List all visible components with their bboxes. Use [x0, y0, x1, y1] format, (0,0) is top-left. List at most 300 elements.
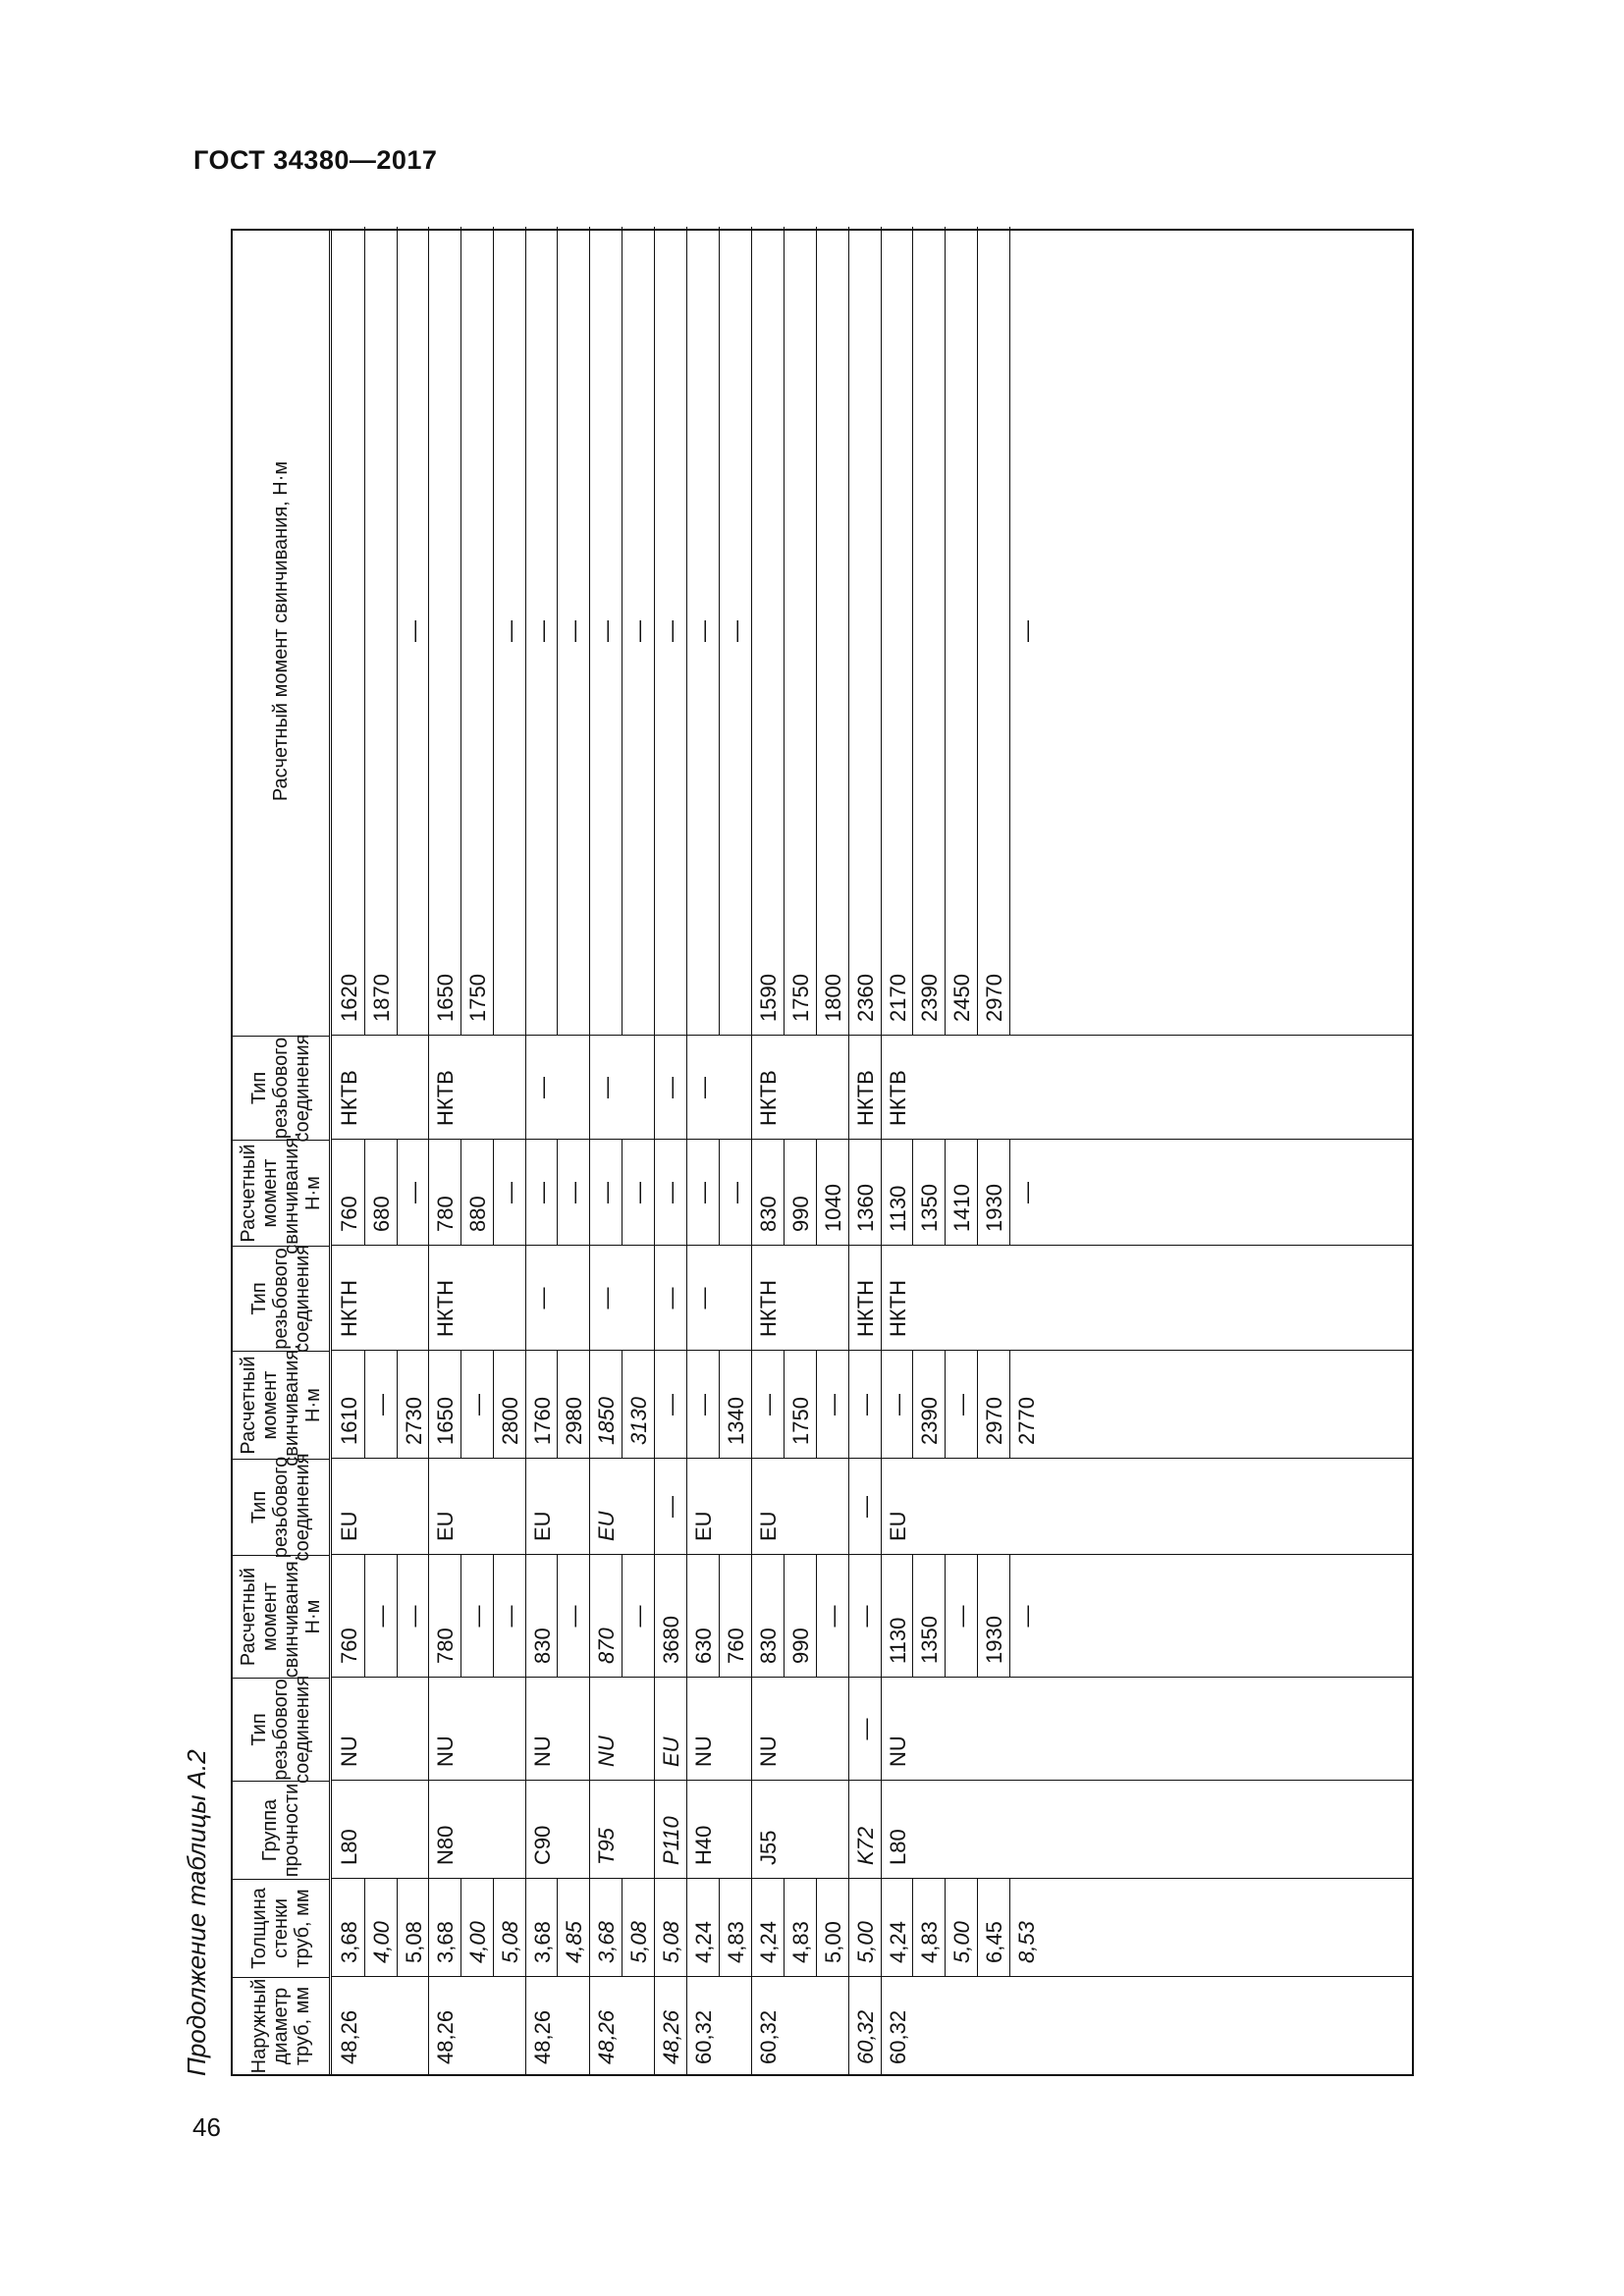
table-cell-thread-type-4: — [530, 1077, 555, 1098]
row-separator [881, 1879, 882, 1977]
rotated-table-page [182, 229, 1414, 2076]
row-separator [525, 1036, 526, 1140]
table-cell-thread-type-1: NU [886, 1735, 910, 1767]
row-separator [977, 1140, 978, 1246]
table-caption: Продолжение таблицы А.2 [182, 1749, 211, 2076]
table-cell-thread-type-1: NU [594, 1735, 619, 1767]
table-cell-makeup-torque-2: 2390 [917, 1397, 942, 1445]
row-separator [1009, 1555, 1010, 1678]
table-cell-makeup-torque-2: — [949, 1394, 974, 1415]
table-cell-makeup-torque-4: — [498, 620, 522, 642]
table-cell-outer-diameter: 60,32 [886, 2009, 910, 2064]
table-cell-makeup-torque-2: — [821, 1394, 845, 1415]
table-cell-thread-type-2: EU [756, 1511, 781, 1541]
table-cell-wall-thickness: 8,53 [1014, 1921, 1039, 1963]
table-cell-makeup-torque-2: 2970 [982, 1397, 1006, 1445]
table-cell-makeup-torque-4: 1800 [821, 974, 845, 1022]
row-separator [460, 1140, 461, 1246]
table-cell-wall-thickness: 3,68 [594, 1921, 619, 1963]
table-cell-wall-thickness: 4,00 [465, 1921, 490, 1963]
table-cell-thread-type-1: EU [659, 1736, 683, 1767]
row-separator [589, 1459, 590, 1555]
table-cell-wall-thickness: 3,68 [433, 1921, 458, 1963]
row-separator [751, 1977, 752, 2074]
table-cell-strength-group: N80 [433, 1825, 458, 1865]
table-cell-makeup-torque-2: — [886, 1394, 910, 1415]
row-separator [654, 1140, 655, 1246]
row-separator [912, 1879, 913, 1977]
row-separator [1009, 1140, 1010, 1246]
table-cell-makeup-torque-3: — [498, 1182, 522, 1203]
table-cell-thread-type-3: — [691, 1287, 716, 1309]
row-separator [686, 1555, 687, 1678]
table-cell-makeup-torque-2: — [369, 1394, 394, 1415]
row-separator [364, 1555, 365, 1678]
table-cell-makeup-torque-1: 780 [433, 1628, 458, 1664]
row-separator [428, 1246, 429, 1351]
table-cell-thread-type-2: EU [530, 1511, 555, 1541]
table-cell-makeup-torque-4: 1590 [756, 974, 781, 1022]
page-number: 46 [192, 2112, 221, 2142]
table-cell-wall-thickness: 5,08 [626, 1921, 651, 1963]
row-separator [977, 1351, 978, 1459]
table-cell-makeup-torque-4: 1650 [433, 974, 458, 1022]
table-cell-strength-group: T95 [594, 1828, 619, 1865]
table-cell-makeup-torque-1: 830 [530, 1628, 555, 1664]
row-separator [557, 1555, 558, 1678]
table-cell-wall-thickness: 4,24 [756, 1921, 781, 1963]
column-separator [332, 1976, 1412, 1977]
row-separator [686, 1678, 687, 1781]
row-separator [816, 1879, 817, 1977]
row-separator [460, 1879, 461, 1977]
row-separator [751, 1036, 752, 1140]
table-cell-makeup-torque-3: — [659, 1182, 683, 1203]
row-separator [881, 1977, 882, 2074]
table-header-row [233, 231, 332, 2074]
row-separator [589, 1140, 590, 1246]
row-separator [881, 1459, 882, 1555]
table-cell-thread-type-1: NU [756, 1735, 781, 1767]
row-separator [589, 1246, 590, 1351]
row-separator [622, 1140, 623, 1246]
header-col-wall-thickness: Толщина стенки труб, мм [233, 1879, 329, 1977]
row-separator [977, 227, 978, 1036]
row-separator [557, 1140, 558, 1246]
table-cell-makeup-torque-1: — [498, 1605, 522, 1628]
row-separator [397, 1351, 398, 1459]
table-cell-makeup-torque-4: — [402, 620, 426, 642]
row-separator [848, 1351, 849, 1459]
table-cell-outer-diameter: 48,26 [530, 2009, 555, 2064]
header-col-makeup-torque-1: Расчетный момент свинчивания, Н·м [233, 1555, 329, 1678]
table-cell-makeup-torque-3: 1130 [886, 1185, 910, 1232]
row-separator [654, 227, 655, 1036]
row-separator [525, 227, 526, 1036]
row-separator [784, 1879, 785, 1977]
table-cell-makeup-torque-2: — [691, 1394, 716, 1415]
table-cell-makeup-torque-4: 1870 [369, 974, 394, 1022]
table-cell-outer-diameter: 48,26 [433, 2009, 458, 2064]
table-cell-wall-thickness: 4,24 [886, 1921, 910, 1963]
data-table [231, 229, 1414, 2076]
row-separator [1009, 1351, 1010, 1459]
header-col-thread-type-1: Тип резьбового соединения [233, 1678, 329, 1781]
column-separator [332, 1245, 1412, 1246]
row-separator [654, 1246, 655, 1351]
row-separator [654, 1351, 655, 1459]
row-separator [751, 1459, 752, 1555]
table-cell-makeup-torque-2: 2980 [562, 1397, 586, 1445]
row-separator [719, 227, 720, 1036]
row-separator [428, 1140, 429, 1246]
row-separator [977, 1555, 978, 1678]
table-cell-wall-thickness: 4,83 [724, 1921, 748, 1963]
row-separator [589, 227, 590, 1036]
table-cell-makeup-torque-1: 760 [337, 1628, 361, 1664]
row-separator [945, 1555, 946, 1678]
row-separator [654, 1678, 655, 1781]
table-cell-thread-type-1: NU [433, 1735, 458, 1767]
table-cell-thread-type-2: EU [886, 1511, 910, 1541]
header-col-thread-type-4: Тип резьбового соединения [233, 1036, 329, 1140]
row-separator [686, 1351, 687, 1459]
table-cell-makeup-torque-4: — [724, 620, 748, 642]
row-separator [622, 1555, 623, 1678]
table-cell-makeup-torque-2: 1340 [724, 1397, 748, 1445]
row-separator [848, 1140, 849, 1246]
row-separator [493, 1351, 494, 1459]
row-separator [719, 1140, 720, 1246]
table-cell-wall-thickness: 4,00 [369, 1921, 394, 1963]
row-separator [428, 1781, 429, 1879]
table-cell-thread-type-3: НКТН [433, 1279, 458, 1337]
header-col-makeup-torque-2: Расчетный момент свинчивания, Н·м [233, 1351, 329, 1459]
table-cell-makeup-torque-1: — [1014, 1605, 1039, 1628]
table-cell-wall-thickness: 5,08 [498, 1921, 522, 1963]
row-separator [397, 1879, 398, 1977]
table-cell-makeup-torque-3: 1350 [917, 1184, 942, 1232]
row-separator [493, 1555, 494, 1678]
row-separator [848, 1246, 849, 1351]
table-cell-thread-type-4: НКТВ [433, 1070, 458, 1126]
row-separator [654, 1555, 655, 1678]
row-separator [557, 1351, 558, 1459]
row-separator [428, 1555, 429, 1678]
row-separator [751, 1140, 752, 1246]
table-cell-outer-diameter: 60,32 [756, 2009, 781, 2064]
row-separator [654, 1036, 655, 1140]
row-separator [364, 1351, 365, 1459]
row-separator [493, 227, 494, 1036]
row-separator [977, 1879, 978, 1977]
table-cell-makeup-torque-3: — [626, 1182, 651, 1203]
table-cell-makeup-torque-1: 870 [594, 1628, 619, 1664]
row-separator [881, 227, 882, 1036]
row-separator [881, 1351, 882, 1459]
table-cell-makeup-torque-2: — [853, 1394, 878, 1415]
row-separator [397, 227, 398, 1036]
table-cell-makeup-torque-1: — [853, 1605, 878, 1628]
table-cell-makeup-torque-4: — [1014, 620, 1039, 642]
row-separator [686, 1036, 687, 1140]
table-cell-strength-group: K72 [853, 1826, 878, 1865]
row-separator [686, 1140, 687, 1246]
row-separator [751, 1555, 752, 1678]
table-cell-makeup-torque-2: 2800 [498, 1397, 522, 1445]
table-cell-wall-thickness: 4,83 [788, 1921, 813, 1963]
table-cell-wall-thickness: 5,00 [821, 1921, 845, 1963]
table-cell-makeup-torque-4: — [530, 620, 555, 642]
row-separator [428, 1879, 429, 1977]
table-cell-makeup-torque-4: 2450 [949, 974, 974, 1022]
row-separator [525, 1351, 526, 1459]
row-separator [428, 1459, 429, 1555]
table-cell-thread-type-2: EU [433, 1511, 458, 1541]
table-cell-wall-thickness: 3,68 [530, 1921, 555, 1963]
row-separator [751, 1351, 752, 1459]
table-cell-makeup-torque-4: — [659, 620, 683, 642]
table-cell-makeup-torque-1: — [369, 1605, 394, 1628]
table-cell-makeup-torque-3: — [691, 1182, 716, 1203]
row-separator [912, 1140, 913, 1246]
table-cell-makeup-torque-1: — [562, 1605, 586, 1628]
table-cell-makeup-torque-2: 2730 [402, 1397, 426, 1445]
table-cell-thread-type-1: NU [337, 1735, 361, 1767]
row-separator [428, 1351, 429, 1459]
document-header: ГОСТ 34380—2017 [193, 145, 438, 175]
row-separator [460, 227, 461, 1036]
row-separator [428, 227, 429, 1036]
header-col-thread-type-2: Тип резьбового соединения [233, 1459, 329, 1555]
table-cell-makeup-torque-4: 2360 [853, 974, 878, 1022]
table-cell-makeup-torque-4: 2970 [982, 974, 1006, 1022]
row-separator [460, 1351, 461, 1459]
row-separator [686, 227, 687, 1036]
table-cell-makeup-torque-4: 1620 [337, 974, 361, 1022]
table-cell-thread-type-1: NU [530, 1735, 555, 1767]
column-separator [332, 1139, 1412, 1140]
table-cell-outer-diameter: 48,26 [594, 2009, 619, 2064]
table-cell-makeup-torque-1: 760 [724, 1628, 748, 1664]
row-separator [589, 1781, 590, 1879]
table-cell-wall-thickness: 5,00 [853, 1921, 878, 1963]
row-separator [589, 1036, 590, 1140]
header-col-makeup-torque-3: Расчетный момент свинчивания, Н·м [233, 1140, 329, 1246]
row-separator [525, 1459, 526, 1555]
row-separator [881, 1140, 882, 1246]
table-cell-outer-diameter: 60,32 [853, 2009, 878, 2064]
table-cell-thread-type-4: НКТВ [886, 1070, 910, 1126]
table-cell-thread-type-2: — [853, 1496, 878, 1518]
table-cell-thread-type-2: EU [594, 1511, 619, 1541]
row-separator [622, 227, 623, 1036]
table-cell-thread-type-2: EU [691, 1511, 716, 1541]
table-cell-makeup-torque-3: 1410 [949, 1184, 974, 1232]
row-separator [848, 1036, 849, 1140]
table-cell-makeup-torque-1: 3680 [659, 1616, 683, 1664]
row-separator [589, 1879, 590, 1977]
table-cell-makeup-torque-3: 1930 [982, 1184, 1006, 1232]
row-separator [848, 227, 849, 1036]
row-separator [945, 1140, 946, 1246]
row-separator [719, 1351, 720, 1459]
table-cell-wall-thickness: 3,68 [337, 1921, 361, 1963]
table-cell-makeup-torque-2: — [659, 1394, 683, 1415]
row-separator [945, 1351, 946, 1459]
table-cell-thread-type-3: НКТН [756, 1279, 781, 1337]
row-separator [881, 1781, 882, 1879]
row-separator [848, 1977, 849, 2074]
row-separator [912, 1555, 913, 1678]
table-cell-wall-thickness: 5,08 [402, 1921, 426, 1963]
header-col-strength-group: Группа прочности [233, 1781, 329, 1879]
row-separator [751, 227, 752, 1036]
row-separator [784, 1140, 785, 1246]
column-separator [332, 1035, 1412, 1036]
table-cell-thread-type-3: НКТН [853, 1279, 878, 1337]
table-cell-makeup-torque-3: 680 [369, 1196, 394, 1232]
row-separator [557, 227, 558, 1036]
table-cell-makeup-torque-2: — [465, 1394, 490, 1415]
row-separator [622, 1351, 623, 1459]
header-col-makeup-torque-4: Расчетный момент свинчивания, Н·м [270, 460, 292, 802]
row-separator [654, 1977, 655, 2074]
table-cell-wall-thickness: 4,85 [562, 1921, 586, 1963]
row-separator [816, 1140, 817, 1246]
row-separator [784, 1351, 785, 1459]
table-cell-makeup-torque-3: — [594, 1182, 619, 1203]
row-separator [848, 1781, 849, 1879]
header-col-outer-diameter: Наружный диаметр труб, мм [233, 1977, 329, 2074]
table-cell-thread-type-2: EU [337, 1511, 361, 1541]
table-cell-outer-diameter: 48,26 [659, 2009, 683, 2064]
table-cell-makeup-torque-2: 1610 [337, 1397, 361, 1445]
row-separator [881, 1036, 882, 1140]
row-separator [525, 1781, 526, 1879]
table-cell-makeup-torque-1: — [402, 1605, 426, 1628]
row-separator [428, 1678, 429, 1781]
table-cell-thread-type-4: — [594, 1077, 619, 1098]
table-cell-strength-group: L80 [886, 1829, 910, 1865]
row-separator [751, 1246, 752, 1351]
row-separator [751, 1781, 752, 1879]
table-cell-makeup-torque-4: 2390 [917, 974, 942, 1022]
header-col-thread-type-3: Тип резьбового соединения [233, 1246, 329, 1351]
row-separator [848, 1459, 849, 1555]
table-cell-makeup-torque-1: — [626, 1605, 651, 1628]
table-cell-thread-type-3: — [530, 1287, 555, 1309]
row-separator [364, 1879, 365, 1977]
row-separator [881, 1555, 882, 1678]
row-separator [784, 1555, 785, 1678]
row-separator [816, 227, 817, 1036]
table-cell-thread-type-4: НКТВ [756, 1070, 781, 1126]
table-cell-makeup-torque-4: 2170 [886, 974, 910, 1022]
row-separator [364, 1140, 365, 1246]
row-separator [848, 1555, 849, 1678]
row-separator [493, 1879, 494, 1977]
table-cell-makeup-torque-3: 1040 [821, 1184, 845, 1232]
table-cell-makeup-torque-3: 760 [337, 1196, 361, 1232]
table-cell-makeup-torque-1: 990 [788, 1628, 813, 1664]
row-separator [686, 1977, 687, 2074]
row-separator [589, 1555, 590, 1678]
table-cell-makeup-torque-1: — [949, 1605, 974, 1628]
row-separator [784, 227, 785, 1036]
table-cell-thread-type-3: — [659, 1287, 683, 1309]
row-separator [428, 1977, 429, 2074]
table-cell-strength-group: H40 [691, 1825, 716, 1865]
row-separator [848, 1879, 849, 1977]
table-cell-wall-thickness: 4,24 [691, 1921, 716, 1963]
table-cell-makeup-torque-3: — [724, 1182, 748, 1203]
row-separator [848, 1678, 849, 1781]
table-cell-makeup-torque-4: 1750 [788, 974, 813, 1022]
row-separator [364, 227, 365, 1036]
table-cell-makeup-torque-4: 1750 [465, 974, 490, 1022]
row-separator [525, 1246, 526, 1351]
row-separator [654, 1879, 655, 1977]
row-separator [589, 1351, 590, 1459]
table-cell-makeup-torque-3: — [1014, 1182, 1039, 1203]
table-cell-makeup-torque-1: 630 [691, 1628, 716, 1664]
row-separator [816, 1555, 817, 1678]
row-separator [460, 1555, 461, 1678]
table-cell-outer-diameter: 48,26 [337, 2009, 361, 2064]
table-cell-thread-type-3: — [594, 1287, 619, 1309]
row-separator [719, 1555, 720, 1678]
row-separator [686, 1781, 687, 1879]
table-cell-strength-group: C90 [530, 1825, 555, 1865]
table-cell-makeup-torque-1: — [821, 1605, 845, 1628]
column-separator [332, 1878, 1412, 1879]
row-separator [816, 1351, 817, 1459]
row-separator [589, 1977, 590, 2074]
row-separator [397, 1555, 398, 1678]
table-cell-makeup-torque-3: — [402, 1182, 426, 1203]
table-cell-makeup-torque-4: — [594, 620, 619, 642]
table-cell-strength-group: P110 [659, 1816, 683, 1865]
row-separator [881, 1246, 882, 1351]
row-separator [719, 1879, 720, 1977]
row-separator [589, 1678, 590, 1781]
row-separator [557, 1879, 558, 1977]
row-separator [525, 1977, 526, 2074]
table-cell-makeup-torque-2: 1650 [433, 1397, 458, 1445]
table-cell-thread-type-2: — [659, 1496, 683, 1518]
row-separator [1009, 1879, 1010, 1977]
table-cell-outer-diameter: 60,32 [691, 2009, 716, 2064]
table-cell-strength-group: L80 [337, 1829, 361, 1865]
table-cell-makeup-torque-2: 1850 [594, 1397, 619, 1445]
row-separator [945, 227, 946, 1036]
row-separator [654, 1459, 655, 1555]
table-cell-wall-thickness: 4,83 [917, 1921, 942, 1963]
table-cell-thread-type-4: НКТВ [337, 1070, 361, 1126]
table-cell-makeup-torque-4: — [562, 620, 586, 642]
table-cell-makeup-torque-1: 1930 [982, 1616, 1006, 1664]
row-separator [654, 1781, 655, 1879]
table-cell-makeup-torque-1: 1130 [886, 1617, 910, 1664]
row-separator [751, 1678, 752, 1781]
table-cell-thread-type-3: НКТН [886, 1279, 910, 1337]
table-cell-thread-type-4: НКТВ [853, 1070, 878, 1126]
row-separator [525, 1140, 526, 1246]
table-cell-makeup-torque-3: 880 [465, 1196, 490, 1232]
table-cell-thread-type-4: — [659, 1077, 683, 1098]
table-cell-thread-type-1: NU [691, 1735, 716, 1767]
